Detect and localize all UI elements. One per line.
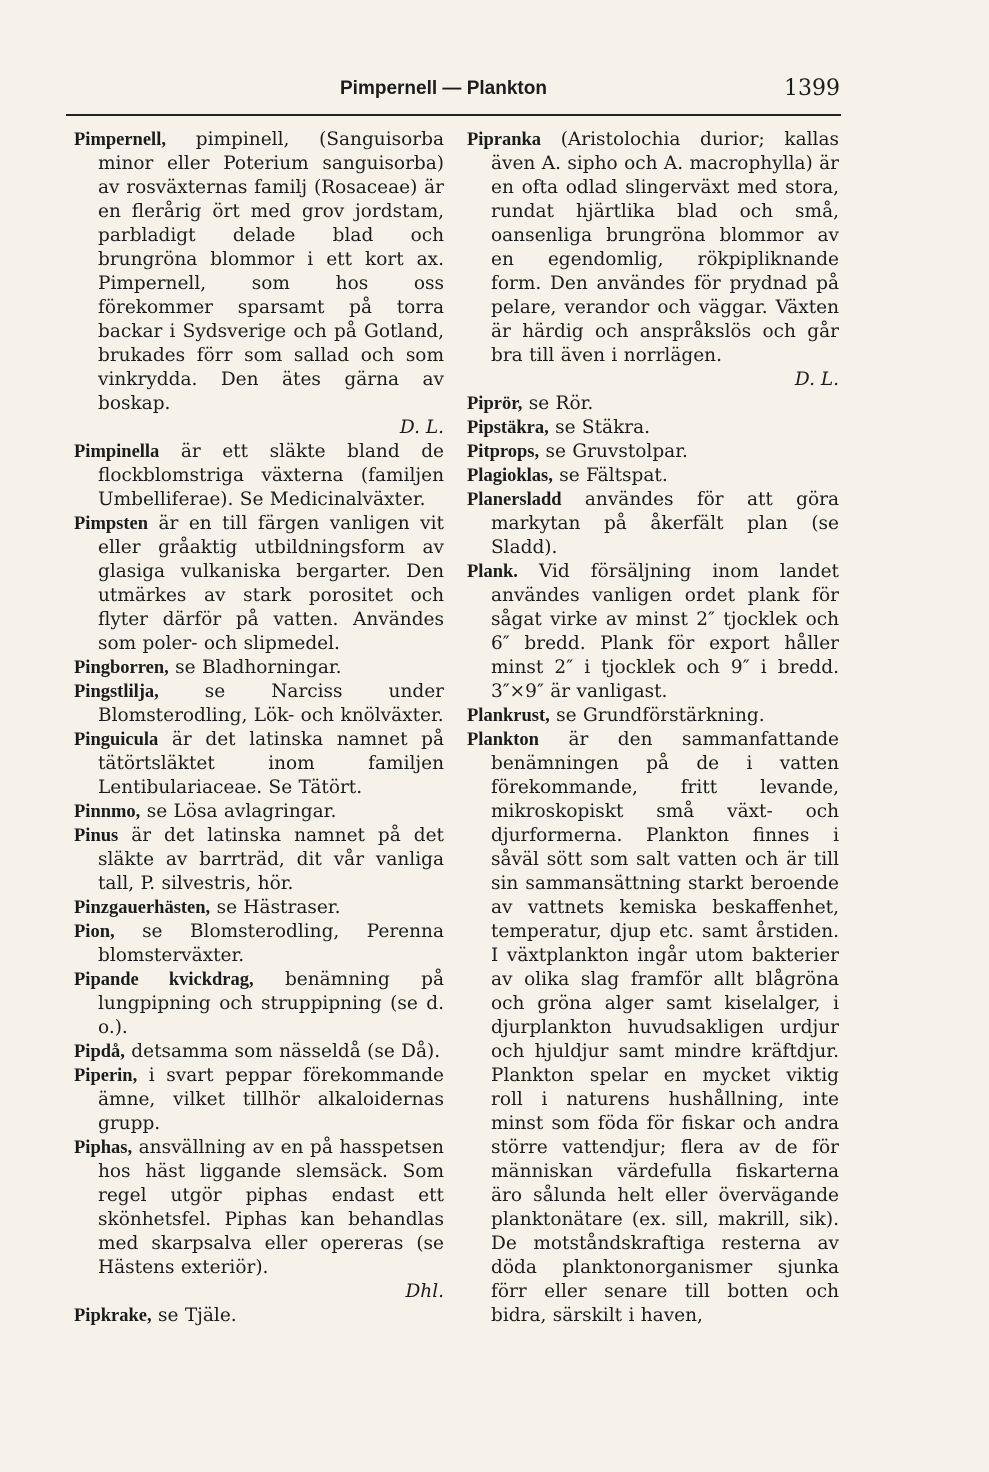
entry [74, 440, 444, 512]
headword: Pinnmo, [74, 802, 141, 822]
author-signature: D. L. [794, 369, 839, 390]
headword: Pion, [74, 922, 115, 942]
headword: Planersladd [467, 490, 562, 510]
entry [467, 464, 839, 488]
entry-text: i svart peppar förekommande ämne, vilket tillhör alkaloidernas grupp. [98, 1065, 444, 1134]
page-number: 1399 [784, 76, 840, 101]
entry [467, 416, 839, 440]
headword: Plagioklas, [467, 466, 553, 486]
entry [74, 896, 444, 920]
entry-text: se Hästraser. [216, 897, 341, 918]
entry [467, 704, 839, 728]
header-rule [66, 114, 841, 116]
entry-text: ansvällning av en på hasspetsen hos häst liggande slemsäck. Som regel utgör piphas endast ett skönhetsfel. Piphas kan behandlas med skarpsalva eller opereras (se Hästens exteriör). [98, 1137, 444, 1278]
headword: Pipdå, [74, 1042, 125, 1062]
entry-text: se Gruvstolpar. [545, 441, 688, 462]
entry-text: se Lösa avlagringar. [146, 801, 337, 822]
entry-text: är ett släkte bland de flockblomstriga växterna (familjen Umbelliferae). Se Medicinalväxter. [98, 441, 444, 510]
entry [467, 488, 839, 560]
entry [74, 656, 444, 680]
headword: Pipande kvickdrag, [74, 970, 254, 990]
left-column [74, 128, 444, 1328]
entry [74, 920, 444, 968]
right-column [467, 128, 839, 1328]
author-signature: D. L. [399, 417, 444, 438]
entry [74, 1064, 444, 1136]
entry [74, 680, 444, 728]
headword: Pipkrake, [74, 1306, 152, 1326]
entry [467, 128, 839, 368]
entry [74, 728, 444, 800]
entry-text: se Grundförstärkning. [556, 705, 765, 726]
entry [74, 968, 444, 1040]
entry-text: är det latinska namnet på tätörtsläktet inom familjen Lentibulariaceae. Se Tätört. [98, 729, 444, 798]
entry-text: se Fältspat. [559, 465, 668, 486]
running-title: Pimpernell — Plankton [340, 78, 547, 99]
entry-text: användes för att göra markytan på åkerfält plan (se Sladd). [491, 489, 839, 558]
headword: Piprör, [467, 394, 523, 414]
entry-text: se Rör. [528, 393, 594, 414]
headword: Pipstäkra, [467, 418, 549, 438]
entry-text: (Aristolochia durior; kallas även A. sipho och A. macrophylla) är en ofta odlad slingerväxt med stora, rundat hjärtlika blad och små, oansenliga brungröna blommor av en egendomlig, rökpipliknande form. Den användes för prydnad på pelare, verandor och väggar. Växten är härdig och anspråkslös och går bra till även i norrlägen. [491, 129, 839, 366]
entry-text: se Stäkra. [555, 417, 651, 438]
headword: Plankton [467, 730, 539, 750]
headword: Piphas, [74, 1138, 133, 1158]
entry [467, 392, 839, 416]
headword: Pinguicula [74, 730, 159, 750]
entry-text: detsamma som nässeldå (se Då). [131, 1041, 441, 1062]
entry [74, 800, 444, 824]
entry-text: pimpinell, (Sanguisorba minor eller Poterium sanguisorba) av rosväxternas familj (Rosaceae) är en flerårig ört med grov jordstam, parbladigt delade blad och brungröna blommor i ett kort ax. Pimpernell, som hos oss förekommer sparsamt på torra backar i Sydsverige och på Gotland, brukades förr som sallad och som vinkrydda. Den ätes gärna av boskap. [98, 129, 444, 414]
entry-text: Vid försäljning inom landet användes vanligen ordet plank för sågat virke av minst 2″ tjocklek och 6″ bredd. Plank för export håller minst 2″ i tjocklek och 9″ i bredd. 3″×9″ är vanligast. [491, 561, 839, 702]
running-header [340, 78, 840, 108]
entry [74, 128, 444, 416]
headword: Pimpernell, [74, 130, 166, 150]
entry [467, 440, 839, 464]
headword: Pingstlilja, [74, 682, 159, 702]
entry [74, 1040, 444, 1064]
entry [467, 728, 839, 1328]
entry-text: är den sammanfattande benämningen på de i vatten förekommande, fritt levande, mikroskopiskt små växt- och djurformerna. Plankton finnes i såväl sött som salt vatten och är till sin sammansättning starkt beroende av vattnets kemiska beskaffenhet, temperatur, djup etc. samt årstiden. I växtplankton ingår utom bakterier av olika slag framför allt blågröna och gröna alger samt kiselalger, i djurplankton huvudsakligen urdjur och hjuldjur samt mindre kräftdjur. Plankton spelar en mycket viktig roll i naturens hushållning, inte minst som föda för fiskar och andra större vattendjur; flera av de för människan värdefulla fiskarterna äro sålunda helt eller övervägande planktonätare (ex. sill, makrill, sik). De motståndskraftiga resterna av döda planktonorganismer sjunka förr eller senare till botten och bidra, särskilt i haven, [491, 729, 840, 1326]
headword: Pimpsten [74, 514, 148, 534]
headword: Pimpinella [74, 442, 160, 462]
entry-text: se Narciss under Blomsterodling, Lök- och knölväxter. [98, 681, 444, 726]
entry-text: är det latinska namnet på det släkte av barrträd, dit vår vanliga tall, P. silvestris, hör. [98, 825, 444, 894]
entry [467, 560, 839, 704]
headword: Plank. [467, 562, 518, 582]
headword: Pinzgauerhästen, [74, 898, 211, 918]
entry [74, 824, 444, 896]
headword: Pipranka [467, 130, 542, 150]
entry [74, 512, 444, 656]
entry-text: benämning på lungpipning och struppipning (se d. o.). [98, 969, 444, 1038]
headword: Plankrust, [467, 706, 550, 726]
headword: Pingborren, [74, 658, 169, 678]
headword: Pitprops, [467, 442, 540, 462]
author-signature: Dhl. [405, 1281, 444, 1302]
entry [74, 1136, 444, 1280]
entry-text: se Blomsterodling, Perenna blomsterväxter. [98, 921, 444, 966]
entry-text: se Tjäle. [158, 1305, 237, 1326]
headword: Piperin, [74, 1066, 138, 1086]
entry-text: se Bladhorningar. [175, 657, 342, 678]
entry-text: är en till färgen vanligen vit eller gråaktig utbildningsform av glasiga vulkaniska bergarter. Den utmärkes av stark porositet och flyter därför på vatten. Användes som poler- och slipmedel. [98, 513, 444, 654]
headword: Pinus [74, 826, 119, 846]
entry [74, 1304, 444, 1328]
